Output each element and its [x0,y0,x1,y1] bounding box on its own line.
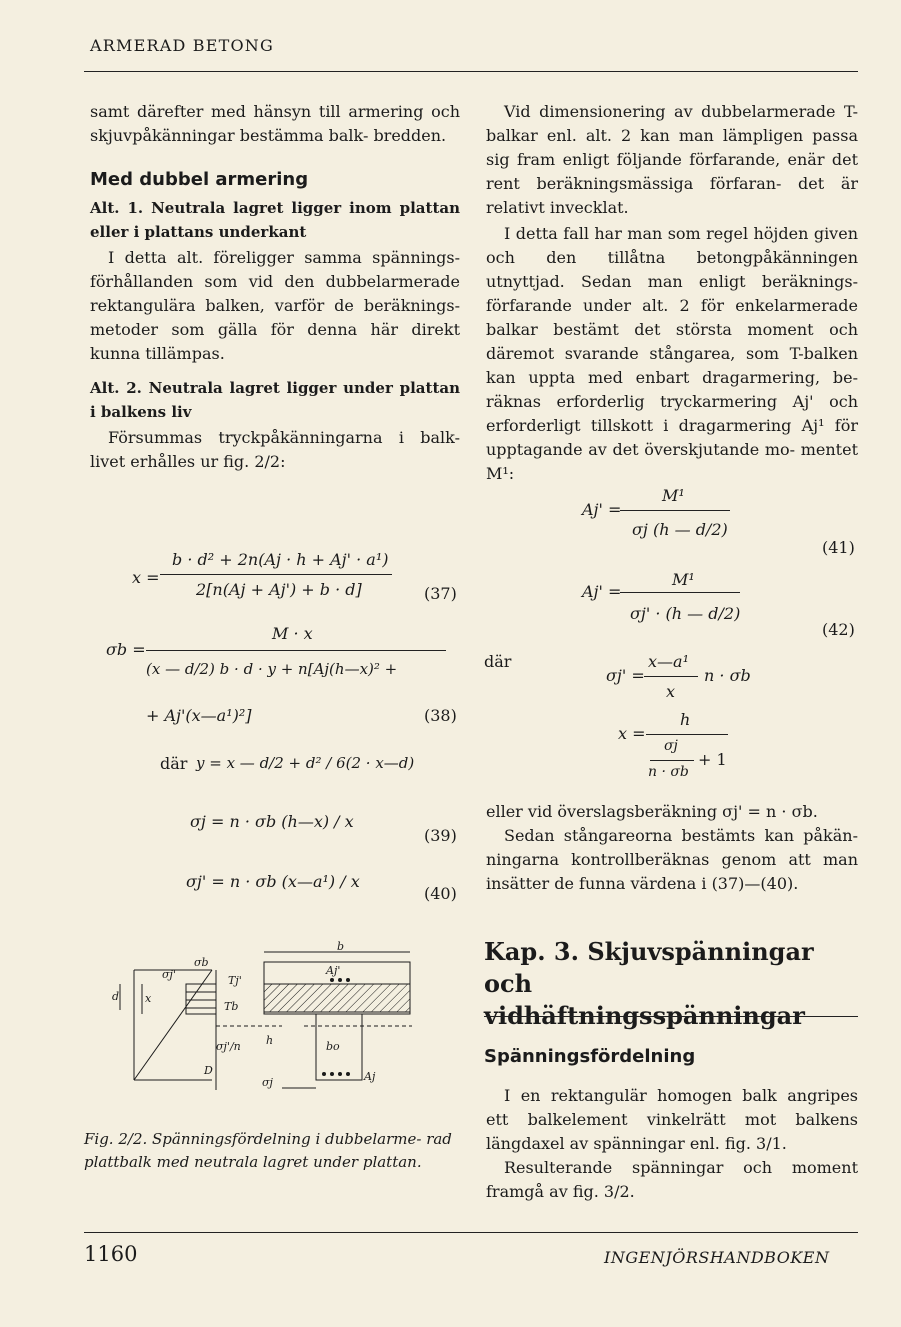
stress-line [134,970,212,1080]
figure-2-2 [112,940,422,1120]
x-inner-fraction-bar [650,760,694,761]
fig-label: Aj' [326,964,341,977]
chapter-heading: Kap. 3. Skjuvspänningar och vidhäftningsspänningar [484,937,814,1030]
eq42-lhs: Aj' = [582,582,622,601]
eq38-lhs: σb = [106,640,146,659]
bottom-bar [322,1072,326,1076]
eq38-fraction-bar [146,650,446,651]
fig-label: h [266,1034,274,1047]
flange-hatch [264,984,410,1012]
bottom-bar [330,1072,334,1076]
fig-label: bo [326,1040,340,1053]
right-column-lower [486,800,858,896]
alt1-body: I detta alt. föreligger samma spännings- förhållanden som vid den dubbelarmerade rektangulära balken, varför de beräknings- metoder som gälla för denna här direkt kunna tillämpas. [90,248,460,363]
book-title: INGENJÖRSHANDBOKEN [604,1248,830,1267]
fig-label: σj'/n [216,1040,241,1053]
x-lhs: x = [618,724,646,743]
compression-block [186,984,216,1014]
sigma-tail: n · σb [704,666,751,685]
eq37-denominator: 2[n(Aj + Aj') + b · d] [196,580,362,599]
eq40-expression: σj' = n · σb (x—a¹) / x [186,872,360,891]
fig-label: D [204,1064,213,1077]
right-paragraph-1: Vid dimensionering av dubbelarmerade T-balkar enl. alt. 2 kan man lämpligen passa sig fram enligt följande förfarande, enär det rent beräkningsmässiga förfaran- det är relativt invecklat. [486,102,858,217]
where-y-expression: y = x — d/2 + d² / 6(2 · x—d) [196,754,415,772]
x-fraction-bar [646,734,728,735]
eq42-denominator: σj' · (h — d/2) [630,604,741,623]
right-column [486,100,858,486]
eq37-tag: (37) [424,584,457,603]
footer-rule [84,1232,858,1233]
page-number: 1160 [84,1242,138,1266]
eq42-numerator: M¹ [672,570,695,589]
fig-label: Tb [224,1000,239,1013]
right-column-end [486,1084,858,1204]
where-lead: där [484,652,512,671]
chapter-rule [484,1016,858,1017]
eq37-fraction-bar [160,574,392,575]
sigma-fraction-bar [644,676,698,677]
running-header: ARMERAD BETONG [90,36,274,55]
eq41-fraction-bar [620,510,730,511]
x-plus-one: + 1 [698,750,727,769]
x-numerator: h [680,710,691,729]
fig-label: σj [262,1076,273,1089]
eq41-tag: (41) [822,538,855,557]
top-bar [338,978,342,982]
alt2-body: Försummas tryckpåkänningarna i balk- livet erhålles ur fig. 2/2: [90,428,460,471]
eq38-denominator: (x — d/2) b · d · y + n[Aj(h—x)² + [146,660,398,678]
eq37-lhs: x = [132,568,160,587]
fig-label: Aj [364,1070,376,1083]
eq38-continuation: + Aj'(x—a¹)²] [146,706,252,725]
fig-label: σb [194,956,209,969]
fig-label: d [112,990,120,1003]
top-bar [330,978,334,982]
alt2-title: Alt. 2. Neutrala lagret ligger under plattan i balkens liv [90,379,460,421]
intro-paragraph: samt därefter med hänsyn till armering och skjuvpåkänningar bestämma balk- bredden. [90,102,460,145]
eq41-numerator: M¹ [662,486,685,505]
fig-label: Tj' [228,974,242,987]
sigma-numerator: x—a¹ [648,652,689,671]
sigma-lhs: σj' = [606,666,645,685]
x-inner-denominator: n · σb [648,764,689,780]
alt1-title: Alt. 1. Neutrala lagret ligger inom plattan eller i plattans underkant [90,199,460,241]
section-heading: Med dubbel armering [90,169,309,190]
fig-label: x [145,992,152,1005]
bottom-bar [338,1072,342,1076]
eq38-tag: (38) [424,706,457,725]
eq38-numerator: M · x [272,624,313,643]
left-column [90,100,460,474]
fig-label: σj' [162,968,176,981]
eq39-tag: (39) [424,826,457,845]
figure-caption: Fig. 2/2. Spänningsfördelning i dubbelarme- rad plattbalk med neutrala lagret under plattan. [84,1130,452,1171]
subsection-heading: Spänningsfördelning [484,1046,696,1067]
fig-label: b [337,940,345,953]
eq42-tag: (42) [822,620,855,639]
right-paragraph-4: Sedan stångareorna bestämts kan påkän- ningarna kontrollberäknas genom att man insätter de funna värdena i (37)—(40). [486,826,858,893]
right-paragraph-3: eller vid överslagsberäkning σj' = n · σb. [486,802,818,821]
eq39-expression: σj = n · σb (h—x) / x [190,812,354,831]
right-paragraph-5: I en rektangulär homogen balk angripes ett balkelement vinkelrätt mot balkens längdaxel av spänningar enl. fig. 3/1. [486,1086,858,1153]
eq42-fraction-bar [620,592,740,593]
right-paragraph-6: Resulterande spänningar och moment framgå av fig. 3/2. [486,1158,858,1201]
header-rule [84,71,858,72]
eq41-denominator: σj (h — d/2) [632,520,728,539]
right-paragraph-2: I detta fall har man som regel höjden given och den tillåtna betongpåkänningen utnyttjad. Sedan man enligt beräknings- förfarande under alt. 2 för enkelarmerade balkar bestämt det största moment och däremot svarande stångarea, som T-balken kan uppta med enbart dragarmering, be- räknas erforderlig tryckarmering Aj' och erforderligt tillskott i dragarmering Aj¹ för upptagande av det överskjutande mo- mentet M¹: [486,224,858,483]
x-inner-numerator: σj [664,738,678,754]
bottom-bar [346,1072,350,1076]
eq40-tag: (40) [424,884,457,903]
eq41-lhs: Aj' = [582,500,622,519]
eq37-numerator: b · d² + 2n(Aj · h + Aj' · a¹) [172,550,389,569]
sigma-denominator: x [666,682,676,701]
top-bar [346,978,350,982]
where-y-lead: där [160,754,188,773]
